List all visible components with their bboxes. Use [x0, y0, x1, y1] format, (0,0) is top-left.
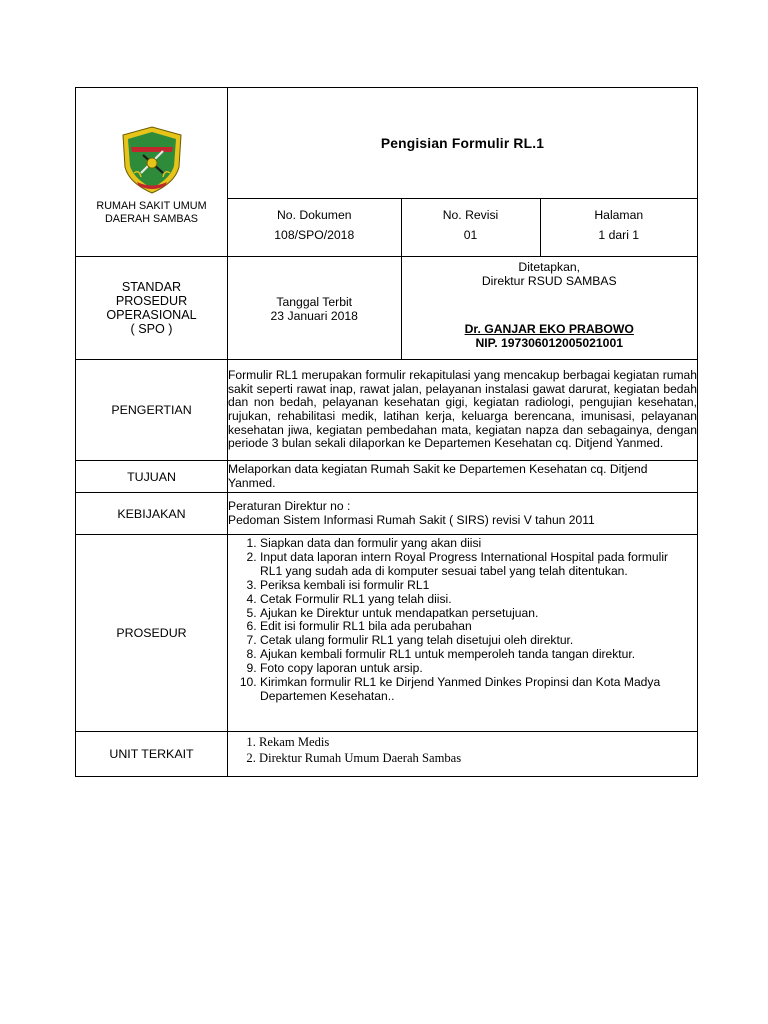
spo-document-table — [75, 87, 698, 777]
halaman-value: 1 dari 1 — [598, 228, 640, 242]
prosedur-label: PROSEDUR — [76, 535, 228, 732]
regional-emblem-icon — [117, 125, 187, 195]
no-dokumen-cell — [228, 199, 401, 256]
tujuan-label: TUJUAN — [76, 461, 228, 493]
pengertian-text: Formulir RL1 merupakan formulir rekapitulasi yang mencakup berbagai kegiatan rumah sakit seperti rawat inap, rawat jalan, pelayanan instalasi gawat darurat, kegiatan bedah dan non bedah, pelayanan kesehatan gigi, kegiatan radiologi, pengujian kesehatan, rujukan, rehabilitasi medik, latihan kerja, keluarga berencana, imunisasi, pelayanan kesehatan jiwa, kegiatan pembedahan mata, kegiatan napza dan sebagainya, dengan periode 3 bulan sekali dilaporkan ke Departemen Kesehatan cq. Ditjend Yanmed. — [228, 360, 698, 461]
unit-terkait-label: UNIT TERKAIT — [76, 732, 228, 777]
no-dokumen-value: 108/SPO/2018 — [274, 228, 355, 242]
spo-line4: ( SPO ) — [130, 322, 173, 336]
prosedur-cell — [228, 535, 698, 732]
halaman-label: Halaman — [594, 208, 644, 222]
kebijakan-line2: Pedoman Sistem Informasi Rumah Sakit ( SIRS) revisi V tahun 2011 — [228, 512, 595, 527]
unit-item: 1. Rekam Medis — [259, 734, 691, 750]
kebijakan-line1: Peraturan Direktur no : — [228, 498, 351, 513]
prosedur-step: 5. Ajukan ke Direktur untuk mendapatkan persetujuan. — [260, 607, 691, 621]
pengertian-label: PENGERTIAN — [76, 360, 228, 461]
direktur-title: Direktur RSUD SAMBAS — [481, 274, 617, 288]
signer-name: Dr. GANJAR EKO PRABOWO — [464, 322, 634, 336]
prosedur-step: 6. Edit isi formulir RL1 bila ada perubahan — [260, 620, 691, 634]
prosedur-step: 2. Input data laporan intern Royal Progress International Hospital pada formulir RL1 yang sudah ada di komputer sesuai tabel yang telah ditentukan. — [260, 551, 691, 579]
prosedur-list — [232, 537, 691, 704]
no-revisi-cell — [401, 199, 540, 256]
kebijakan-cell — [228, 493, 698, 535]
prosedur-step: 8. Ajukan kembali formulir RL1 untuk memperoleh tanda tangan direktur. — [260, 648, 691, 662]
spo-info-table — [228, 257, 697, 359]
document-info-table — [228, 199, 697, 256]
prosedur-step: 7. Cetak ulang formulir RL1 yang telah disetujui oleh direktur. — [260, 634, 691, 648]
unit-terkait-cell — [228, 732, 698, 777]
prosedur-step: 4. Cetak Formulir RL1 yang telah diisi. — [260, 593, 691, 607]
signer-nip: NIP. 197306012005021001 — [475, 336, 624, 350]
hospital-identity-cell — [76, 88, 228, 257]
prosedur-step: 1. Siapkan data dan formulir yang akan diisi — [260, 537, 691, 551]
document-info-cell — [228, 199, 698, 257]
no-dokumen-label: No. Dokumen — [276, 208, 352, 222]
tanggal-terbit-cell — [228, 257, 401, 359]
spo-info-cell — [228, 257, 698, 360]
ditetapkan-label: Ditetapkan, — [518, 260, 581, 274]
prosedur-step: 9. Foto copy laporan untuk arsip. — [260, 662, 691, 676]
spo-line1: STANDAR — [121, 280, 182, 294]
prosedur-step: 10. Kirimkan formulir RL1 ke Dirjend Yanmed Dinkes Propinsi dan Kota Madya Departemen Kesehatan.. — [260, 676, 691, 704]
document-title: Pengisian Formulir RL.1 — [228, 88, 698, 199]
tujuan-text: Melaporkan data kegiatan Rumah Sakit ke Departemen Kesehatan cq. Ditjend Yanmed. — [228, 461, 698, 493]
tanggal-terbit-value: 23 Januari 2018 — [270, 309, 358, 323]
spo-cell — [76, 257, 228, 360]
institution-name-line1: RUMAH SAKIT UMUM — [96, 199, 207, 212]
penetapan-cell — [401, 257, 697, 359]
no-revisi-value: 01 — [463, 228, 478, 242]
spo-line2: PROSEDUR — [115, 294, 188, 308]
tanggal-terbit-label: Tanggal Terbit — [276, 295, 353, 309]
spo-line3: OPERASIONAL — [106, 308, 197, 322]
no-revisi-label: No. Revisi — [442, 208, 499, 222]
halaman-cell — [540, 199, 697, 256]
kebijakan-label: KEBIJAKAN — [76, 493, 228, 535]
unit-terkait-list — [232, 734, 691, 766]
unit-item: 2. Direktur Rumah Umum Daerah Sambas — [259, 750, 691, 766]
institution-name-line2: DAERAH SAMBAS — [105, 212, 198, 225]
prosedur-step: 3. Periksa kembali isi formulir RL1 — [260, 579, 691, 593]
